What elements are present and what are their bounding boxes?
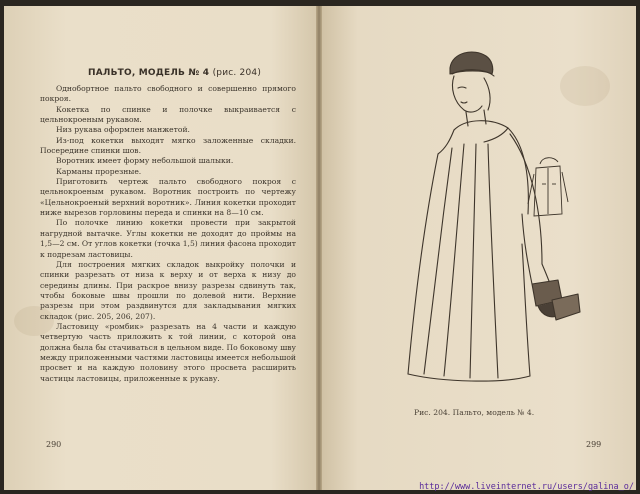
paragraph: Приготовить чертеж пальто свободного покроя с цельнокроеным рукавом. Воротник построить по чертежу «Цельнокроеный верхний воротник». Линия кокетки проходит ниже вырезов горловины переда и спинки на 8—10 см. <box>40 177 296 218</box>
figure-caption: Рис. 204. Пальто, модель № 4. <box>414 408 535 417</box>
title-text: ПАЛЬТО, МОДЕЛЬ № 4 <box>88 68 210 78</box>
body-text <box>40 84 296 384</box>
left-page-number: 290 <box>46 440 62 449</box>
paragraph: Однобортное пальто свободного и совершенно прямого покроя. <box>40 84 296 104</box>
paragraph: Ластовицу «ромбик» разрезать на 4 части и каждую четвертую часть приложить к той линии, с которой она должна была бы стачиваться в цельном виде. По боковому шву между приложенными частями ластовицы имеется небольшой просвет и на каждую половину этого просвета расширить частицы ластовицы, приложенные к рукаву. <box>40 321 296 383</box>
paragraph: Кокетка по спинке и полочке выкраивается с цельнокроеным рукавом. <box>40 104 296 125</box>
paragraph: Воротник имеет форму небольшой шалыки. <box>56 156 234 166</box>
coat-illustration <box>392 44 582 404</box>
watermark-url: http://www.liveinternet.ru/users/galina_o/ <box>419 482 634 492</box>
title-figure-ref: (рис. 204) <box>212 68 262 78</box>
section-title <box>88 68 261 78</box>
right-page-number: 299 <box>586 440 602 449</box>
paragraph: Карманы прорезные. <box>56 166 142 176</box>
paragraph: По полочке линию кокетки провести при закрытой нагрудной вытачке. Углы кокетки не доходят до проймы на 1,5—2 см. От углов кокетки (точка 1,5) линия фасона проходит к подрезам ластовицы. <box>40 218 296 259</box>
paragraph: Низ рукава оформлен манжетой. <box>56 125 190 135</box>
book-gutter <box>316 6 322 490</box>
paragraph: Из-под кокетки выходят мягко заложенные складки. Посередине спинки шов. <box>40 135 296 156</box>
paragraph: Для построения мягких складок выкройку полочки и спинки разрезать от низа к верху и от верха к низу до середины длины. При раскрое внизу разрезы сдвинуть так, чтобы боковые швы прошли по долевой нити. Верхние разрезы при этом раздвинутся для закладывания мягких складок (рис. 205, 206, 207). <box>40 259 296 321</box>
